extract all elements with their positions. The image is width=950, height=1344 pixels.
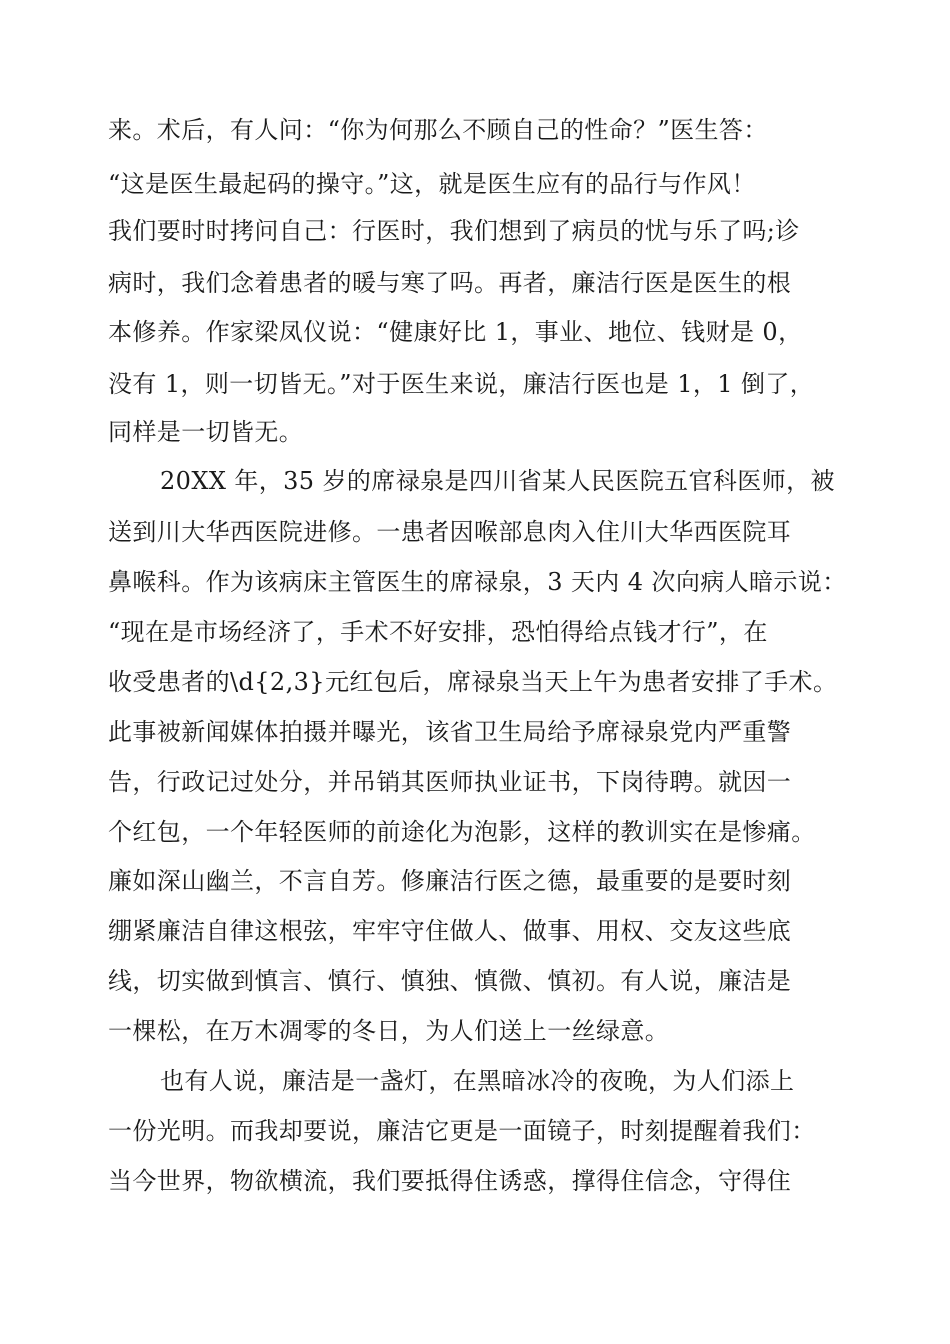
text-line: 也有人说，廉洁是一盏灯，在黑暗冰冷的夜晚，为人们添上	[160, 1067, 795, 1095]
text-line: 来。术后，有人问：“你为何那么不顾自己的性命？”医生答：	[108, 116, 768, 144]
text-line: 收受患者的\d{2,3}元红包后，席禄泉当天上午为患者安排了手术。	[108, 668, 838, 696]
text-line: 一份光明。而我却要说，廉洁它更是一面镜子，时刻提醒着我们：	[108, 1117, 816, 1145]
text-line: 线，切实做到慎言、慎行、慎独、慎微、慎初。有人说，廉洁是	[108, 967, 792, 995]
text-line: 没有 1，则一切皆无。”对于医生来说，廉洁行医也是 1，1 倒了，	[108, 370, 815, 398]
text-line: 当今世界，物欲横流，我们要抵得住诱惑，撑得住信念，守得住	[108, 1167, 792, 1195]
text-line: 病时，我们念着患者的暖与寒了吗。再者，廉洁行医是医生的根	[108, 269, 792, 297]
text-line: 个红包，一个年轻医师的前途化为泡影，这样的教训实在是惨痛。	[108, 818, 816, 846]
text-line: 本修养。作家梁凤仪说：“健康好比 1，事业、地位、钱财是 0，	[108, 318, 803, 346]
text-line: 此事被新闻媒体拍摄并曝光，该省卫生局给予席禄泉党内严重警	[108, 718, 792, 746]
text-line: 绷紧廉洁自律这根弦，牢牢守住做人、做事、用权、交友这些底	[108, 917, 792, 945]
text-line: 廉如深山幽兰，不言自芳。修廉洁行医之德，最重要的是要时刻	[108, 867, 792, 895]
text-line: 送到川大华西医院进修。一患者因喉部息肉入住川大华西医院耳	[108, 518, 792, 546]
text-line: 一棵松，在万木凋零的冬日，为人们送上一丝绿意。	[108, 1017, 670, 1045]
text-line: 鼻喉科。作为该病床主管医生的席禄泉，3 天内 4 次向病人暗示说：	[108, 568, 847, 596]
text-line: 20XX 年，35 岁的席禄泉是四川省某人民医院五官科医师，被	[160, 467, 835, 495]
text-line: “这是医生最起码的操守。”这，就是医生应有的品行与作风！	[108, 170, 756, 198]
text-line: 告，行政记过处分，并吊销其医师执业证书，下岗待聘。就因一	[108, 768, 792, 796]
text-line: 同样是一切皆无。	[108, 418, 304, 446]
text-line: 我们要时时拷问自己：行医时，我们想到了病员的忧与乐了吗;诊	[108, 217, 800, 245]
text-line: “现在是市场经济了，手术不好安排，恐怕得给点钱才行”，在	[108, 618, 768, 646]
